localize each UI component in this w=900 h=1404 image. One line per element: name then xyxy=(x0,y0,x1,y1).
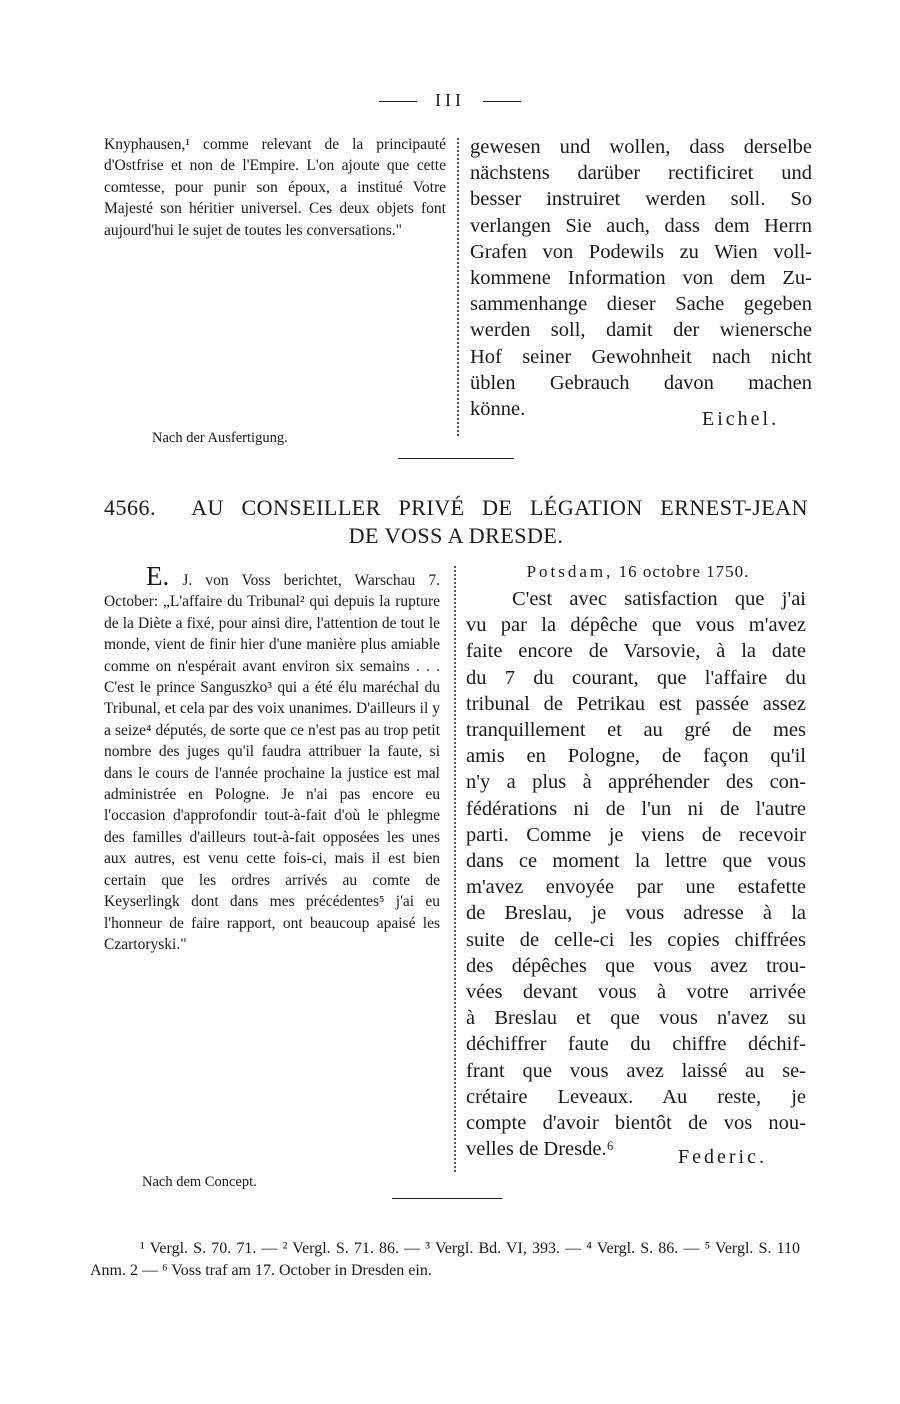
prev-signature: Eichel. xyxy=(702,408,780,430)
letter-title-line1: 4566. AU CONSEILLER PRIVÉ DE LÉGATION ERNEST-JEAN xyxy=(104,495,808,520)
header-rule-right xyxy=(483,101,521,102)
letter-number: 4566. xyxy=(104,495,156,520)
german-line: sammenhange dieser Sache gegeben xyxy=(470,293,812,316)
body-line: faite encore de Varsovie, à la date xyxy=(466,640,806,663)
german-line: nächstens darüber rectificiret und xyxy=(470,162,812,185)
german-line: Grafen von Podewils zu Wien voll- xyxy=(470,240,812,263)
column-separator-top xyxy=(457,138,459,436)
body-line: amis en Pologne, de façon qu'il xyxy=(466,745,806,768)
german-line: werden soll, damit der wienersche xyxy=(470,319,812,342)
body-line: suite de celle-ci les copies chiffrées xyxy=(466,928,806,951)
dateline-place: Potsdam, xyxy=(526,562,614,581)
german-line: besser instruiret werden soll. So xyxy=(470,188,812,211)
german-line: Hof seiner Gewohnheit nach nicht xyxy=(470,345,812,368)
body-line: de Breslau, je vous adresse à la xyxy=(466,902,806,925)
prev-french-text: Knyphausen,¹ comme relevant de la principauté d'Ostfrise et non de l'Empire. L'on ajoute que cette comtesse, pour punir son époux, a institué Votre Majesté son héritier universel. Ces deux objets font aujourd'hui le sujet de toutes les conversations." xyxy=(104,136,446,239)
dateline-date: 16 octobre 1750. xyxy=(618,562,750,581)
page-number: III xyxy=(435,90,465,110)
report-dropcap: E. xyxy=(146,561,170,591)
german-line: verlangen Sie auch, dass dem Herrn xyxy=(470,214,812,237)
german-line: kommene Information von dem Zu- xyxy=(470,267,812,290)
column-separator-bottom xyxy=(454,566,456,1172)
body-line: parti. Comme je viens de recevoir xyxy=(466,823,806,846)
body-line: vu par la dépêche que vous m'avez xyxy=(466,614,806,637)
body-line: tribunal de Petrikau est passée assez xyxy=(466,692,806,715)
body-line: des dépêches que vous avez trou- xyxy=(466,954,806,977)
body-line: du 7 du courant, que l'affaire du xyxy=(466,666,806,689)
section-rule-top xyxy=(398,458,514,459)
body-line: fédérations ni de l'un ni de l'autre xyxy=(466,797,806,820)
letter-heading xyxy=(104,494,808,550)
footnotes-text: ¹ Vergl. S. 70. 71. — ² Vergl. S. 71. 86. — ³ Vergl. Bd. VI, 393. — ⁴ Vergl. S. 86. — ⁵ Vergl. S. 110 Anm. 2 — ⁶ Voss traf am 17. October in Dresden ein. xyxy=(90,1240,800,1280)
body-line: frant que vous avez laissé au se- xyxy=(466,1059,806,1082)
body-line: crétaire Leveaux. Au reste, je xyxy=(466,1085,806,1108)
body-line: compte d'avoir bientôt de vos nou- xyxy=(466,1112,806,1135)
letter-body-column xyxy=(466,586,806,1162)
body-line: velles de Dresde.⁶ xyxy=(466,1138,614,1161)
body-line: m'avez envoyée par une estafette xyxy=(466,876,806,899)
german-line: üblen Gebrauch davon machen xyxy=(470,371,812,394)
body-line: tranquillement et au gré de mes xyxy=(466,719,806,742)
german-line: könne. xyxy=(470,398,526,421)
letter-dateline xyxy=(470,562,806,582)
footnotes xyxy=(90,1238,800,1283)
german-line: gewesen und wollen, dass derselbe xyxy=(470,136,812,158)
body-line: vées devant vous à votre arrivée xyxy=(466,981,806,1004)
prev-french-column xyxy=(104,134,446,241)
prev-german-column xyxy=(470,134,812,422)
body-line: à Breslau et que vous n'avez su xyxy=(466,1007,806,1030)
body-line: déchiffrer faute du chiffre déchif- xyxy=(466,1033,806,1056)
report-column xyxy=(104,561,440,955)
letter-signature: Federic. xyxy=(678,1146,767,1168)
letter-source-note: Nach dem Concept. xyxy=(142,1174,257,1190)
page-header xyxy=(0,90,900,111)
section-rule-bottom xyxy=(392,1198,502,1199)
report-text: E. J. von Voss berichtet, Warschau 7. October: „L'affaire du Tribunal² qui depuis la rupture de la Diète a fixé, pour ainsi dire, l'attention de tout le monde, vient de finir hier d'une manière plus amiable comme on n'espérait avant environ six semains . . . C'est le prince Sanguszko³ qui a été élu maréchal du Tribunal, et cela par des voix unanimes. D'ailleurs il y a seize⁴ députés, de sorte que ce n'est pas au trop petit nombre des juges qu'il faudra attribuer la faute, si dans le cours de l'année prochaine la justice est mal administrée en Pologne. Je n'ai pas encore eu l'occasion d'approfondir tout-à-fait d'où le phlegme des familles d'ailleurs tout-à-fait opposées les unes aux autres, est venu cette fois-ci, mais il est bien certain que les ordres arrivés au comte de Keyserlingk dont dans mes précédentes⁵ j'ai eu l'honneur de faire rapport, ont beaucoup apaisé les Czartoryski." xyxy=(104,561,440,953)
body-line: n'y a plus à appréhender des con- xyxy=(466,771,806,794)
body-line: C'est avec satisfaction que j'ai xyxy=(512,588,806,610)
header-rule-left xyxy=(379,101,417,102)
prev-source-note: Nach der Ausfertigung. xyxy=(152,430,288,446)
letter-title-line2: DE VOSS A DRESDE. xyxy=(348,523,564,548)
body-line: dans ce moment la lettre que vous xyxy=(466,850,806,873)
